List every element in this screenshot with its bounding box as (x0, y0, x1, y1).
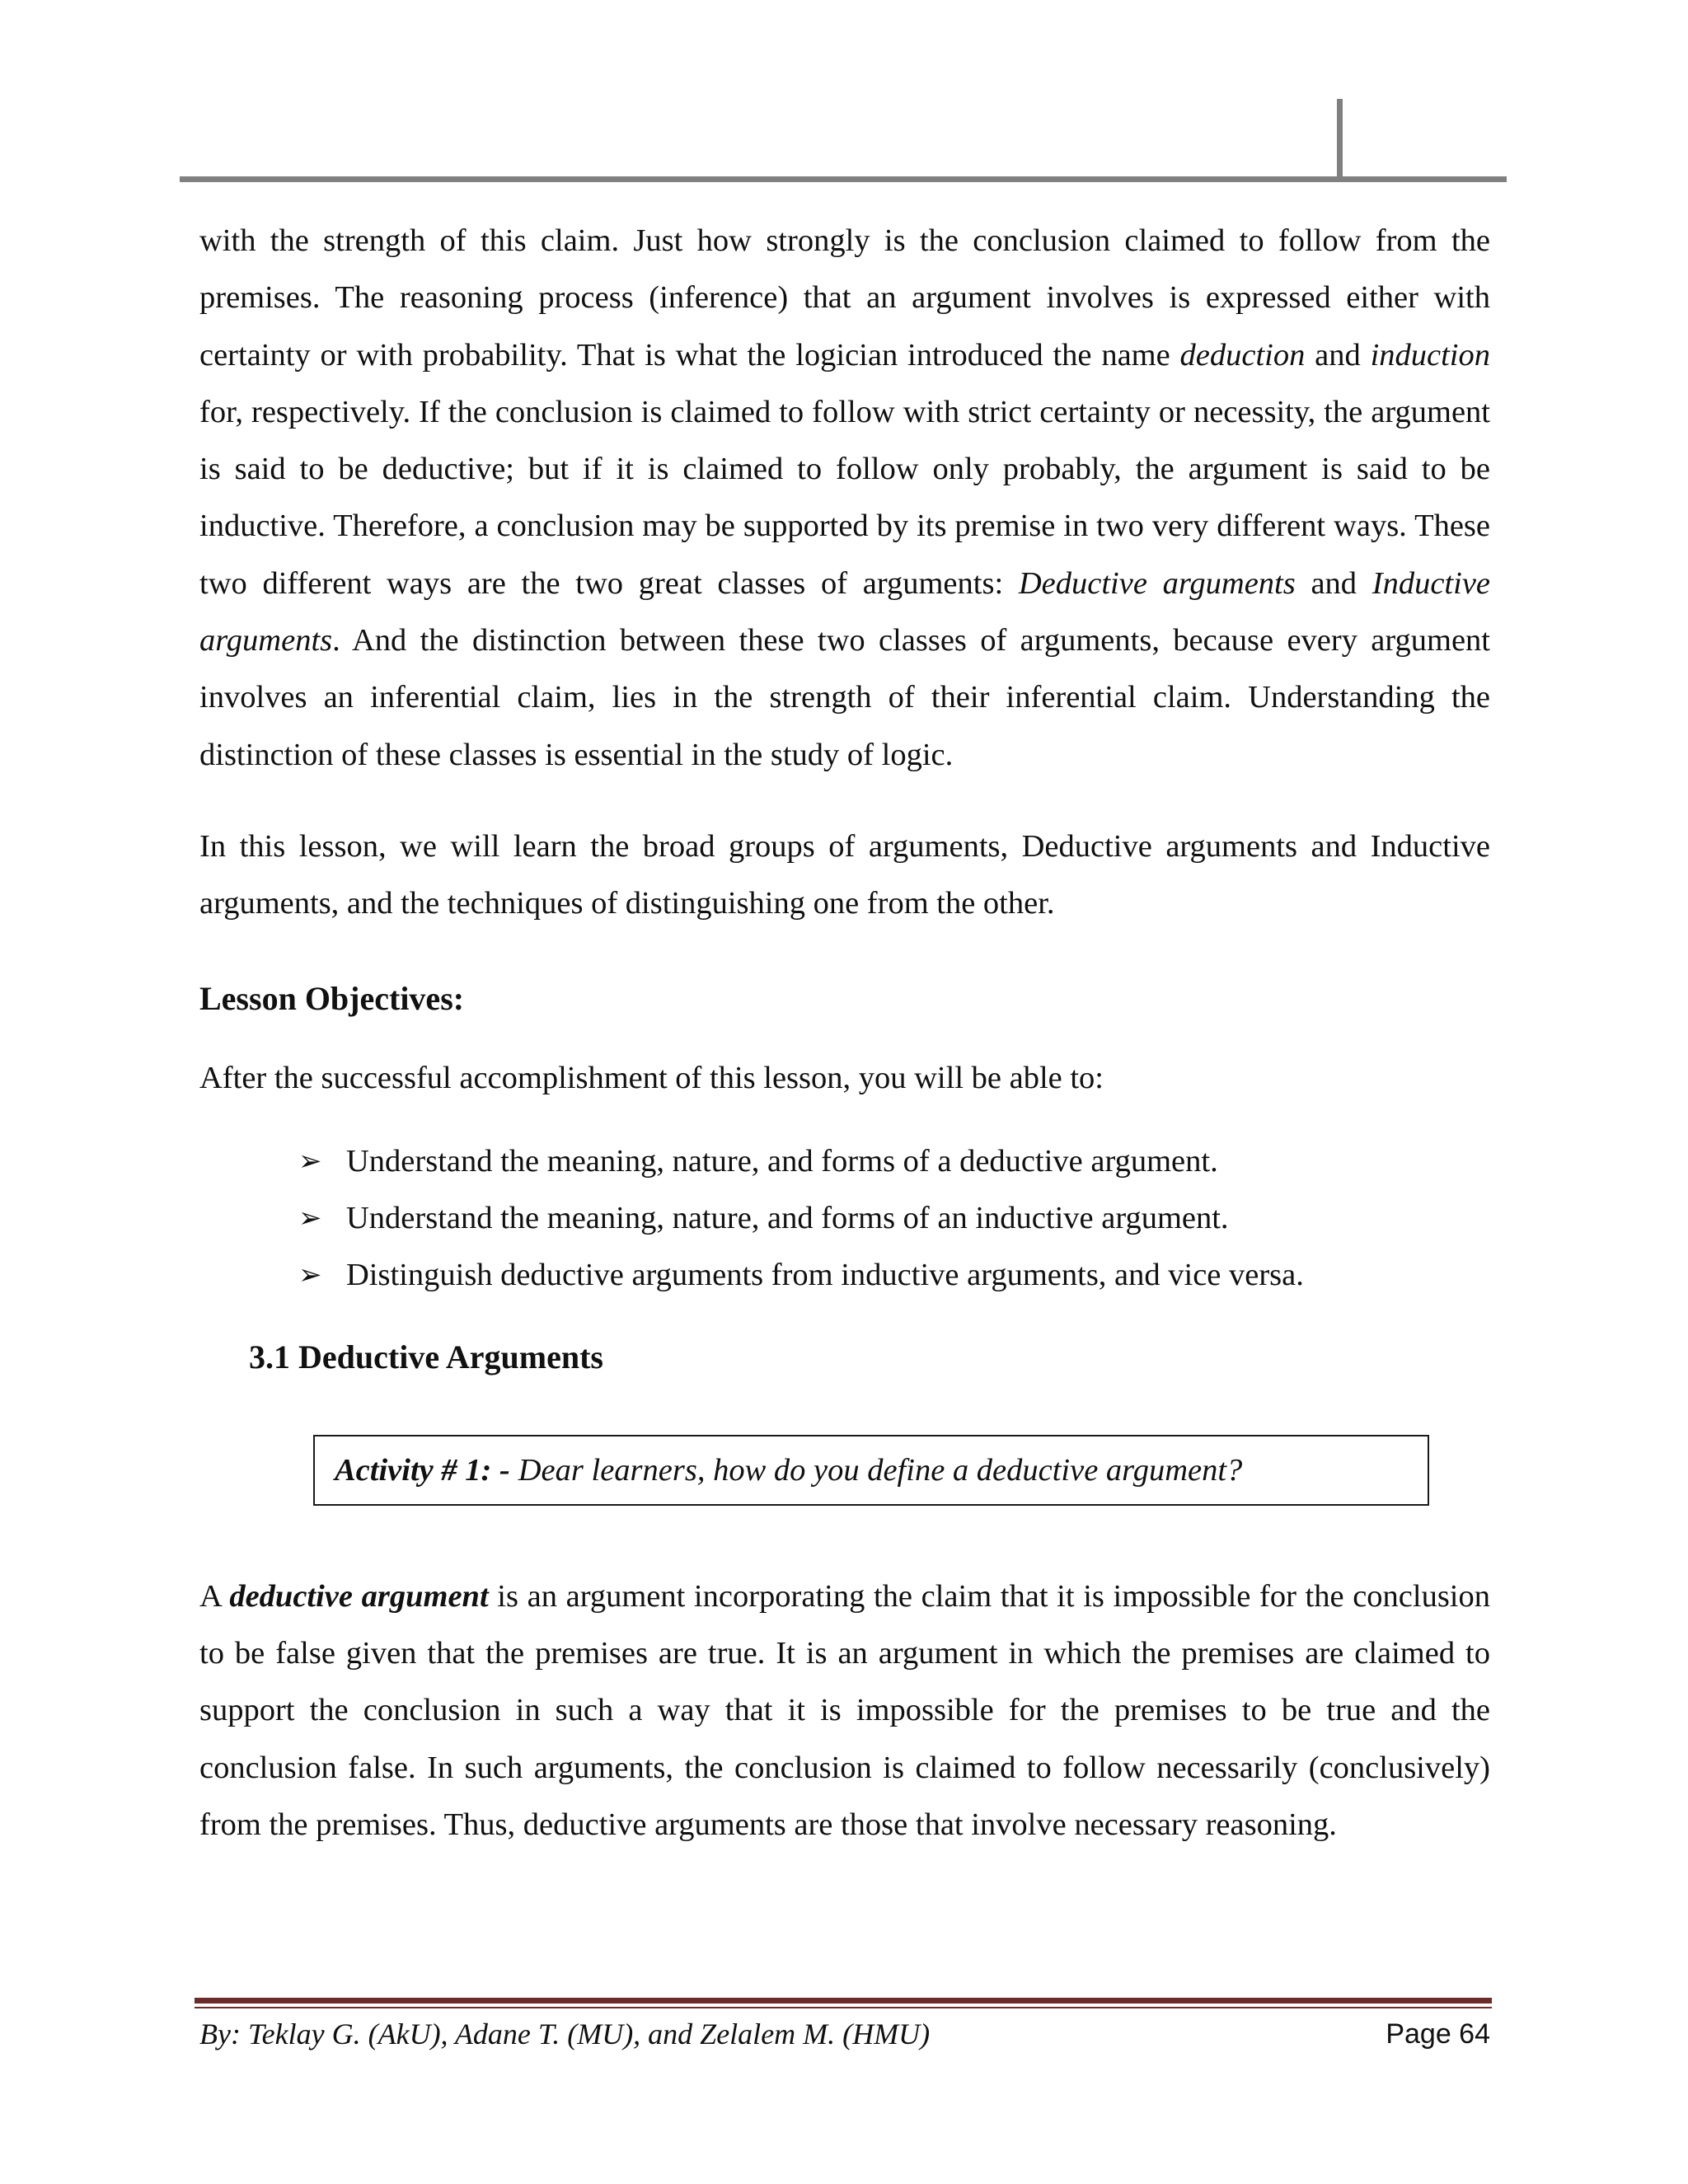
arrow-bullet-icon: ➢ (298, 1144, 322, 1178)
page-body (199, 213, 1490, 1854)
activity-box (313, 1435, 1429, 1506)
objectives-lead: After the successful accomplishment of this lesson, you will be able to: (199, 1060, 1104, 1095)
footer-rule (195, 1998, 1492, 2004)
objective-item: ➢ Distinguish deductive arguments from inductive arguments, and vice versa. (298, 1247, 1490, 1304)
intro-paragraph: with the strength of this claim. Just how strongly is the conclusion claimed to follow from the premises. The reasoning process (inference) that an argument involves is expressed either with certainty or with probability. That is what the logician introduced the name deduction and induction for, respectively. If the conclusion is claimed to follow with strict certainty or necessity, the argument is said to be deductive; but if it is claimed to follow only probably, the argument is said to be inductive. Therefore, a conclusion may be supported by its premise in two very different ways. These two different ways are the two great classes of arguments: Deductive arguments and Inductive arguments. And the distinction between these two classes of arguments, because every argument involves an inferential claim, lies in the strength of their inferential claim. Understanding the distinction of these classes is essential in the study of logic. (199, 223, 1490, 772)
objective-item: ➢ Understand the meaning, nature, and forms of an inductive argument. (298, 1190, 1490, 1247)
arrow-bullet-icon: ➢ (298, 1202, 322, 1235)
activity-label: Activity # 1: - (335, 1452, 510, 1488)
lesson-intro-paragraph: In this lesson, we will learn the broad groups of arguments, Deductive arguments and Inductive arguments, and the techniques of distinguishing one from the other. (199, 828, 1490, 921)
activity-question: Dear learners, how do you define a deductive argument? (518, 1452, 1243, 1488)
objectives-heading: Lesson Objectives: (199, 979, 465, 1017)
footer-authors: By: Teklay G. (AkU), Adane T. (MU), and Zelalem M. (HMU) (199, 2018, 931, 2050)
page-number: Page 64 (1386, 2018, 1490, 2050)
objective-item: ➢ Understand the meaning, nature, and forms of a deductive argument. (298, 1133, 1490, 1190)
section-heading: 3.1 Deductive Arguments (249, 1338, 603, 1376)
footer-rule-thin (195, 2007, 1492, 2008)
header-tick (1337, 99, 1343, 180)
header-rule (180, 176, 1507, 182)
deductive-definition-paragraph: A deductive argument is an argument incorporating the claim that it is impossible for the conclusion to be false given that the premises are true. It is an argument in which the premises are claimed to support the conclusion in such a way that it is impossible for the premises to be true and the conclusion false. In such arguments, the conclusion is claimed to follow necessarily (conclusively) from the premises. Thus, deductive arguments are those that involve necessary reasoning. (199, 1578, 1491, 1842)
objectives-list (199, 1133, 1490, 1305)
arrow-bullet-icon: ➢ (298, 1258, 322, 1292)
